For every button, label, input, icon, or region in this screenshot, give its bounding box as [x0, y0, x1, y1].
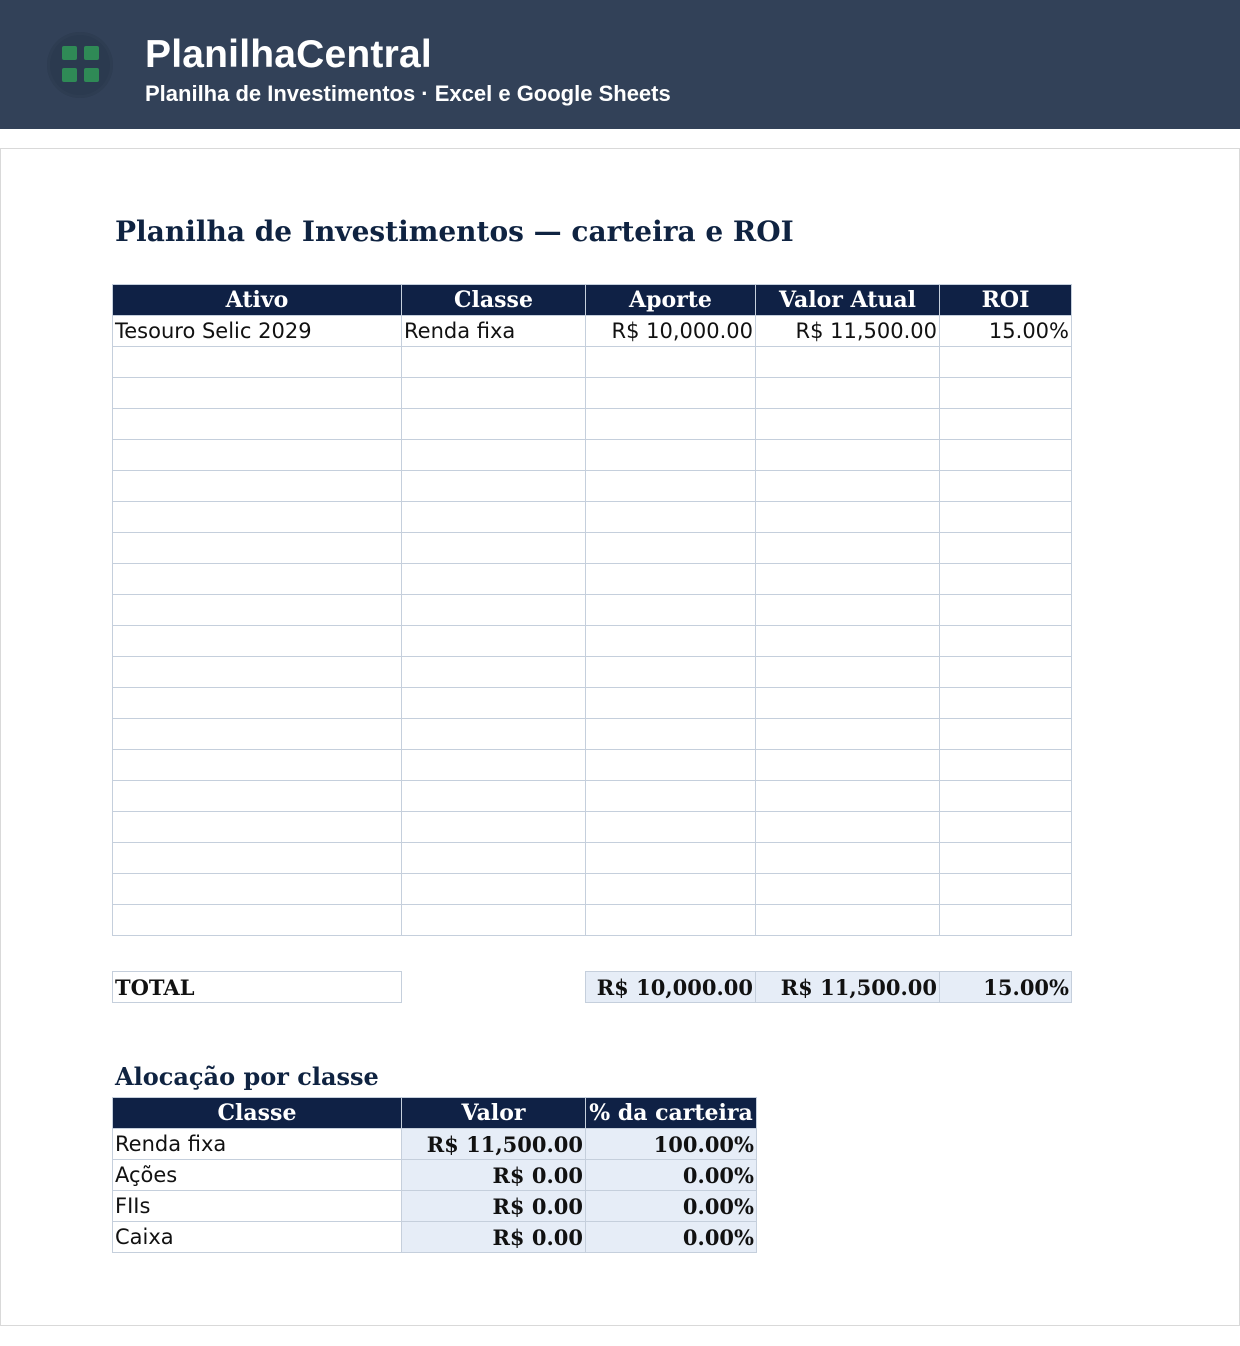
cell-classe[interactable] [402, 657, 586, 688]
cell-roi[interactable] [940, 409, 1072, 440]
cell-roi[interactable] [940, 843, 1072, 874]
cell-ativo[interactable] [113, 812, 402, 843]
cell-valor-atual[interactable] [756, 595, 940, 626]
cell-roi[interactable] [940, 626, 1072, 657]
cell-roi[interactable] [940, 781, 1072, 812]
cell-classe[interactable] [402, 626, 586, 657]
cell-roi[interactable] [940, 688, 1072, 719]
total-valor-atual[interactable]: R$ 11,500.00 [756, 972, 940, 1003]
table-row [113, 688, 1072, 719]
cell-aporte[interactable] [586, 409, 756, 440]
table-row [113, 471, 1072, 502]
cell-ativo[interactable] [113, 440, 402, 471]
cell-roi[interactable] [940, 719, 1072, 750]
table-row [113, 440, 1072, 471]
page-title: Planilha de Investimentos — carteira e ROI [115, 215, 794, 248]
column-header-ativo: Ativo [113, 285, 402, 316]
cell-classe[interactable] [402, 688, 586, 719]
table-row [113, 502, 1072, 533]
cell-classe[interactable] [402, 533, 586, 564]
cell-valor-atual[interactable] [756, 688, 940, 719]
cell-valor-atual[interactable] [756, 533, 940, 564]
cell-classe[interactable] [402, 595, 586, 626]
cell-valor-atual[interactable] [756, 626, 940, 657]
cell-valor-atual[interactable] [756, 719, 940, 750]
cell-ativo[interactable] [113, 502, 402, 533]
table-row [113, 657, 1072, 688]
allocation-header-valor: Valor [402, 1098, 586, 1129]
cell-aporte[interactable] [586, 812, 756, 843]
cell-aporte[interactable] [586, 347, 756, 378]
cell-classe[interactable] [402, 409, 586, 440]
grid-icon [47, 32, 113, 98]
table-row [113, 843, 1072, 874]
cell-ativo[interactable] [113, 781, 402, 812]
cell-ativo[interactable] [113, 626, 402, 657]
allocation-row [113, 1160, 757, 1191]
cell-valor-atual[interactable] [756, 440, 940, 471]
cell-classe[interactable] [402, 440, 586, 471]
table-row [113, 626, 1072, 657]
allocation-cell-classe[interactable]: Ações [113, 1160, 402, 1191]
cell-roi[interactable] [940, 533, 1072, 564]
cell-roi[interactable] [940, 564, 1072, 595]
cell-aporte[interactable] [586, 378, 756, 409]
cell-ativo[interactable] [113, 595, 402, 626]
cell-ativo[interactable] [113, 719, 402, 750]
cell-aporte[interactable]: R$ 10,000.00 [586, 316, 756, 347]
column-header-classe: Classe [402, 285, 586, 316]
cell-roi[interactable] [940, 440, 1072, 471]
allocation-cell-percent[interactable]: 0.00% [586, 1191, 757, 1222]
table-row [113, 378, 1072, 409]
table-row [113, 750, 1072, 781]
cell-aporte[interactable] [586, 502, 756, 533]
cell-classe[interactable] [402, 378, 586, 409]
cell-ativo[interactable] [113, 564, 402, 595]
cell-aporte[interactable] [586, 688, 756, 719]
cell-valor-atual[interactable] [756, 471, 940, 502]
allocation-title: Alocação por classe [115, 1062, 379, 1091]
cell-aporte[interactable] [586, 564, 756, 595]
cell-valor-atual[interactable] [756, 781, 940, 812]
allocation-cell-classe[interactable]: FIIs [113, 1191, 402, 1222]
table-row [113, 781, 1072, 812]
total-roi[interactable]: 15.00% [940, 972, 1072, 1003]
cell-valor-atual[interactable] [756, 905, 940, 936]
cell-aporte[interactable] [586, 781, 756, 812]
app-header [0, 0, 1240, 129]
total-spacer [402, 972, 586, 1003]
cell-aporte[interactable] [586, 657, 756, 688]
allocation-cell-percent[interactable]: 0.00% [586, 1160, 757, 1191]
total-label[interactable]: TOTAL [113, 972, 402, 1003]
column-header-aporte: Aporte [586, 285, 756, 316]
total-row [113, 972, 1072, 1003]
cell-valor-atual[interactable] [756, 812, 940, 843]
cell-valor-atual[interactable] [756, 378, 940, 409]
allocation-row [113, 1191, 757, 1222]
allocation-cell-valor[interactable]: R$ 11,500.00 [402, 1129, 586, 1160]
allocation-row [113, 1129, 757, 1160]
cell-roi[interactable] [940, 750, 1072, 781]
allocation-cell-classe[interactable]: Renda fixa [113, 1129, 402, 1160]
cell-aporte[interactable] [586, 595, 756, 626]
cell-classe[interactable] [402, 750, 586, 781]
brand-subtitle: Planilha de Investimentos · Excel e Google Sheets [145, 81, 671, 106]
cell-classe[interactable] [402, 471, 586, 502]
table-header-row [113, 285, 1072, 316]
cell-aporte[interactable] [586, 843, 756, 874]
cell-valor-atual[interactable] [756, 750, 940, 781]
cell-ativo[interactable]: Tesouro Selic 2029 [113, 316, 402, 347]
cell-roi[interactable] [940, 657, 1072, 688]
cell-valor-atual[interactable] [756, 874, 940, 905]
cell-roi[interactable] [940, 905, 1072, 936]
table-row [113, 874, 1072, 905]
cell-valor-atual[interactable] [756, 843, 940, 874]
cell-classe[interactable] [402, 502, 586, 533]
cell-valor-atual[interactable] [756, 502, 940, 533]
cell-classe[interactable] [402, 719, 586, 750]
cell-ativo[interactable] [113, 409, 402, 440]
cell-aporte[interactable] [586, 905, 756, 936]
table-row [113, 905, 1072, 936]
cell-aporte[interactable] [586, 874, 756, 905]
cell-aporte[interactable] [586, 719, 756, 750]
cell-ativo[interactable] [113, 347, 402, 378]
cell-roi[interactable]: 15.00% [940, 316, 1072, 347]
table-row [113, 812, 1072, 843]
cell-ativo[interactable] [113, 905, 402, 936]
cell-ativo[interactable] [113, 688, 402, 719]
cell-roi[interactable] [940, 502, 1072, 533]
table-row [113, 347, 1072, 378]
cell-aporte[interactable] [586, 471, 756, 502]
cell-classe[interactable] [402, 843, 586, 874]
allocation-header-percent: % da carteira [586, 1098, 757, 1129]
cell-roi[interactable] [940, 595, 1072, 626]
allocation-cell-percent[interactable]: 100.00% [586, 1129, 757, 1160]
total-table [112, 971, 1072, 1003]
brand-name[interactable]: PlanilhaCentral [145, 33, 432, 76]
cell-roi[interactable] [940, 347, 1072, 378]
allocation-table [112, 1097, 757, 1253]
cell-ativo[interactable] [113, 471, 402, 502]
cell-ativo[interactable] [113, 378, 402, 409]
table-row [113, 564, 1072, 595]
cell-aporte[interactable] [586, 533, 756, 564]
cell-valor-atual[interactable] [756, 564, 940, 595]
cell-classe[interactable] [402, 564, 586, 595]
cell-ativo[interactable] [113, 874, 402, 905]
cell-aporte[interactable] [586, 626, 756, 657]
cell-ativo[interactable] [113, 750, 402, 781]
allocation-header-classe: Classe [113, 1098, 402, 1129]
column-header-valor-atual: Valor Atual [756, 285, 940, 316]
column-header-roi: ROI [940, 285, 1072, 316]
cell-valor-atual[interactable] [756, 657, 940, 688]
allocation-row [113, 1222, 757, 1253]
cell-ativo[interactable] [113, 843, 402, 874]
cell-roi[interactable] [940, 812, 1072, 843]
table-row [113, 316, 1072, 347]
investments-table [112, 284, 1072, 936]
table-row [113, 595, 1072, 626]
total-aporte[interactable]: R$ 10,000.00 [586, 972, 756, 1003]
cell-valor-atual[interactable] [756, 347, 940, 378]
cell-valor-atual[interactable] [756, 409, 940, 440]
cell-ativo[interactable] [113, 533, 402, 564]
cell-classe[interactable]: Renda fixa [402, 316, 586, 347]
cell-ativo[interactable] [113, 657, 402, 688]
allocation-cell-percent[interactable]: 0.00% [586, 1222, 757, 1253]
table-row [113, 533, 1072, 564]
cell-roi[interactable] [940, 471, 1072, 502]
cell-classe[interactable] [402, 874, 586, 905]
cell-aporte[interactable] [586, 750, 756, 781]
cell-aporte[interactable] [586, 440, 756, 471]
cell-roi[interactable] [940, 874, 1072, 905]
cell-classe[interactable] [402, 812, 586, 843]
allocation-cell-valor[interactable]: R$ 0.00 [402, 1191, 586, 1222]
cell-classe[interactable] [402, 347, 586, 378]
table-row [113, 409, 1072, 440]
cell-roi[interactable] [940, 378, 1072, 409]
allocation-header-row [113, 1098, 757, 1129]
allocation-cell-classe[interactable]: Caixa [113, 1222, 402, 1253]
cell-classe[interactable] [402, 781, 586, 812]
cell-classe[interactable] [402, 905, 586, 936]
allocation-cell-valor[interactable]: R$ 0.00 [402, 1222, 586, 1253]
allocation-cell-valor[interactable]: R$ 0.00 [402, 1160, 586, 1191]
cell-valor-atual[interactable]: R$ 11,500.00 [756, 316, 940, 347]
table-row [113, 719, 1072, 750]
